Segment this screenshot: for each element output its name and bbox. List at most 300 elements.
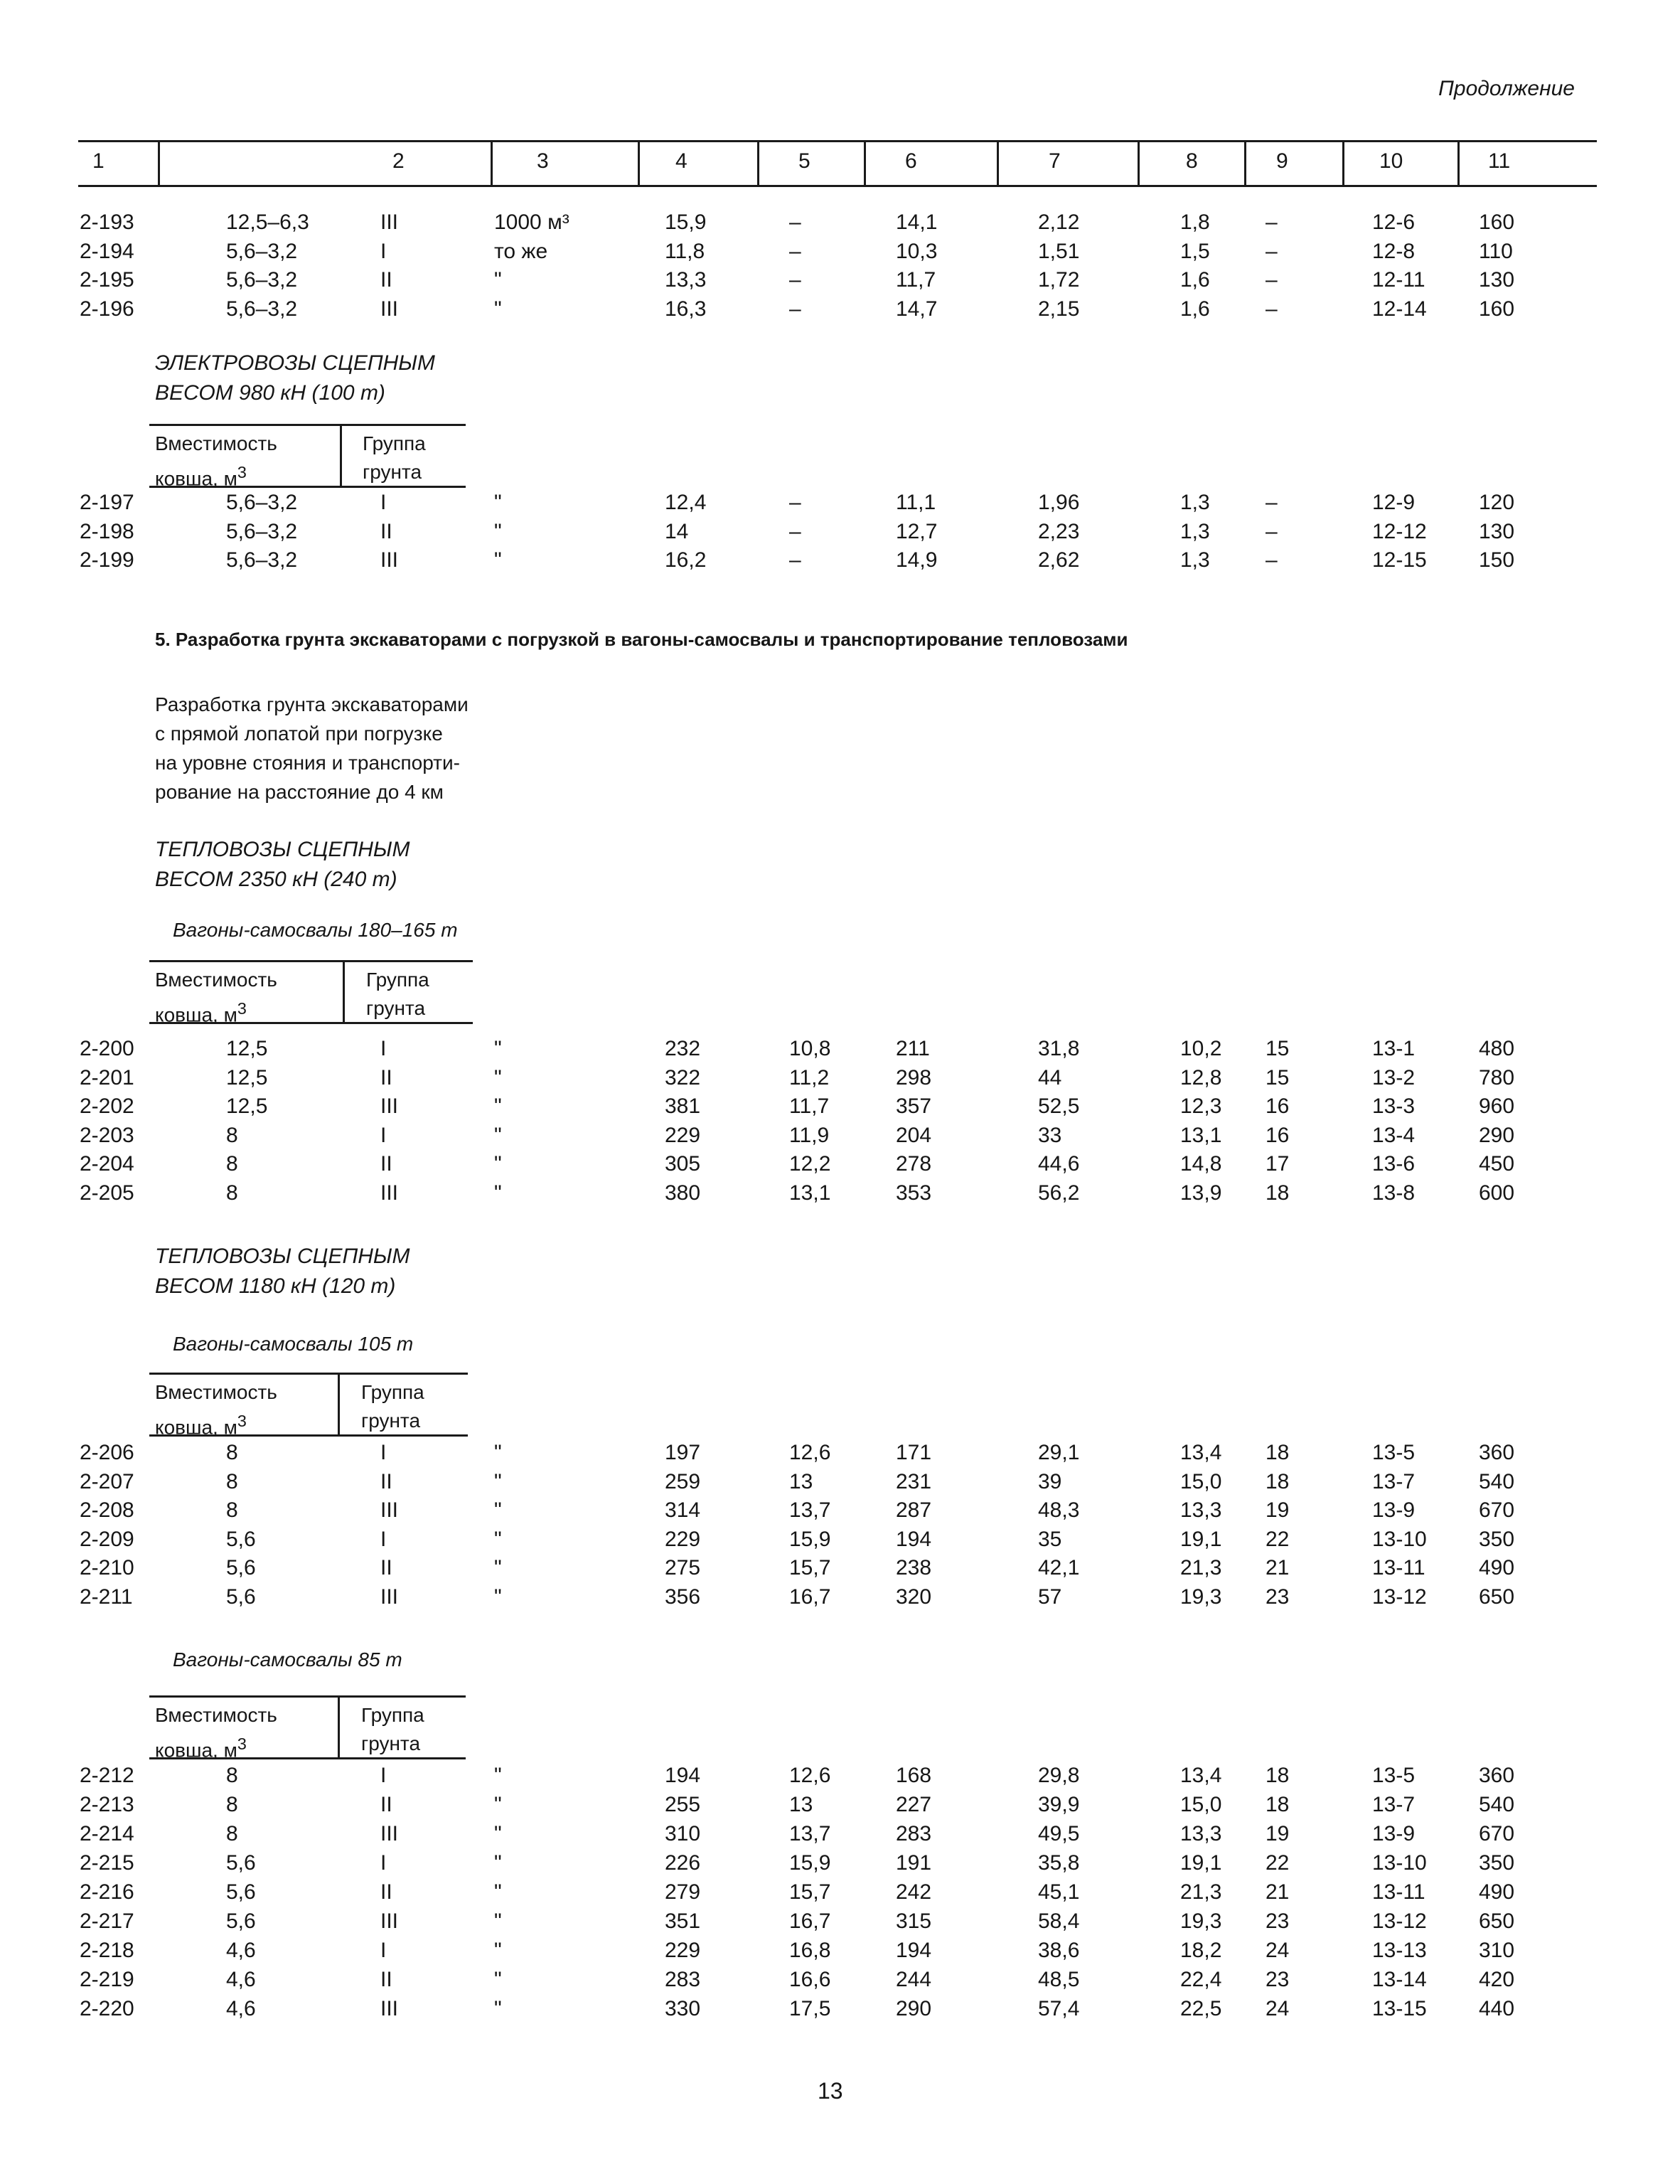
bucket-capacity: 12,5–6,3 bbox=[226, 211, 309, 234]
norm-reference: 12-9 bbox=[1372, 491, 1416, 514]
bucket-capacity: 5,6–3,2 bbox=[226, 519, 298, 543]
value-col6: 12,7 bbox=[896, 519, 938, 543]
bucket-capacity: 5,6 bbox=[226, 1527, 256, 1551]
bucket-capacity: 12,5 bbox=[226, 1065, 268, 1090]
value-col5: 16,6 bbox=[789, 1968, 831, 1991]
value-col8: 19,3 bbox=[1180, 1584, 1222, 1609]
row-code: 2-214 bbox=[80, 1822, 134, 1845]
value-col7: 33 bbox=[1038, 1123, 1062, 1147]
row-code: 2-213 bbox=[80, 1793, 134, 1816]
norm-reference: 13-3 bbox=[1372, 1094, 1416, 1118]
unit: " bbox=[494, 1909, 502, 1933]
value-col7: 44 bbox=[1038, 1065, 1062, 1090]
bucket-capacity: 5,6 bbox=[226, 1909, 256, 1933]
soil-group: III bbox=[380, 211, 399, 234]
header-divider bbox=[997, 141, 999, 186]
value-col7: 2,62 bbox=[1038, 548, 1080, 572]
value-col7: 48,5 bbox=[1038, 1968, 1080, 1991]
value-col5: – bbox=[789, 239, 801, 263]
value-col9: 16 bbox=[1266, 1094, 1290, 1118]
unit: " bbox=[494, 1181, 502, 1205]
table-row bbox=[0, 1470, 1680, 1498]
value-col7: 1,72 bbox=[1038, 268, 1080, 292]
value-col4: 229 bbox=[665, 1939, 701, 1962]
value-col4: 259 bbox=[665, 1469, 701, 1493]
table-row bbox=[0, 1822, 1680, 1850]
value-col5: 12,2 bbox=[789, 1152, 831, 1176]
value-col7: 44,6 bbox=[1038, 1152, 1080, 1176]
value-col6: 290 bbox=[896, 1997, 932, 2020]
bucket-capacity: 12,5 bbox=[226, 1094, 268, 1118]
header-divider bbox=[1138, 141, 1140, 186]
norm-reference: 13-4 bbox=[1372, 1123, 1416, 1147]
value-col7: 31,8 bbox=[1038, 1037, 1080, 1060]
value-col9: 22 bbox=[1266, 1851, 1290, 1875]
value-col5: – bbox=[789, 519, 801, 543]
table-row bbox=[0, 1037, 1680, 1065]
soil-group: I bbox=[380, 491, 387, 514]
value-col5: 15,7 bbox=[789, 1880, 831, 1904]
value-col6: 14,9 bbox=[896, 548, 938, 572]
value-col6: 10,3 bbox=[896, 239, 938, 263]
table-row bbox=[0, 211, 1680, 239]
value-col4: 322 bbox=[665, 1065, 701, 1090]
norm-reference: 13-12 bbox=[1372, 1584, 1427, 1609]
value-col4: 226 bbox=[665, 1851, 701, 1875]
norm-reference: 13-7 bbox=[1372, 1793, 1416, 1816]
section-title-line2: ВЕСОМ 1180 кН (120 т) bbox=[155, 1274, 396, 1298]
value-col4: 279 bbox=[665, 1880, 701, 1904]
table-row bbox=[0, 240, 1680, 268]
value-col7: 35,8 bbox=[1038, 1851, 1080, 1875]
row-code: 2-215 bbox=[80, 1851, 134, 1875]
row-code: 2-208 bbox=[80, 1498, 134, 1522]
value-col5: 15,9 bbox=[789, 1527, 831, 1551]
price-value: 150 bbox=[1479, 548, 1515, 572]
header-divider bbox=[1244, 141, 1246, 186]
bucket-capacity: 8 bbox=[226, 1152, 238, 1176]
row-code: 2-203 bbox=[80, 1123, 134, 1147]
price-value: 540 bbox=[1479, 1469, 1515, 1493]
norm-reference: 13-5 bbox=[1372, 1441, 1416, 1464]
header-divider bbox=[638, 141, 640, 186]
continuation-label: Продолжение bbox=[1438, 77, 1575, 100]
value-col9: 21 bbox=[1266, 1880, 1290, 1904]
value-col7: 1,96 bbox=[1038, 491, 1080, 514]
column-number-9: 9 bbox=[1276, 149, 1288, 173]
row-code: 2-198 bbox=[80, 519, 134, 543]
value-col7: 29,1 bbox=[1038, 1441, 1080, 1464]
unit: " bbox=[494, 1469, 502, 1493]
soil-group: I bbox=[380, 1037, 387, 1060]
value-col7: 2,12 bbox=[1038, 211, 1080, 234]
value-col4: 356 bbox=[665, 1584, 701, 1609]
column-number-3: 3 bbox=[537, 149, 549, 173]
row-code: 2-201 bbox=[80, 1065, 134, 1090]
table-row bbox=[0, 1997, 1680, 2025]
table-row bbox=[0, 1585, 1680, 1614]
norm-reference: 12-11 bbox=[1372, 268, 1425, 292]
price-value: 650 bbox=[1479, 1909, 1515, 1933]
soil-group: III bbox=[380, 1498, 399, 1522]
value-col9: 23 bbox=[1266, 1909, 1290, 1933]
value-col9: – bbox=[1266, 211, 1278, 234]
unit: " bbox=[494, 1764, 502, 1787]
unit: " bbox=[494, 1793, 502, 1816]
bucket-capacity: 8 bbox=[226, 1469, 238, 1493]
value-col8: 18,2 bbox=[1180, 1939, 1222, 1962]
row-code: 2-209 bbox=[80, 1527, 134, 1551]
price-value: 540 bbox=[1479, 1793, 1515, 1816]
row-code: 2-211 bbox=[80, 1584, 133, 1609]
value-col7: 2,23 bbox=[1038, 519, 1080, 543]
soil-group: II bbox=[380, 1065, 392, 1090]
value-col6: 242 bbox=[896, 1880, 932, 1904]
norm-reference: 13-6 bbox=[1372, 1152, 1416, 1176]
row-code: 2-205 bbox=[80, 1181, 134, 1205]
value-col5: 10,8 bbox=[789, 1037, 831, 1060]
bucket-capacity: 5,6–3,2 bbox=[226, 491, 298, 514]
column-number-7: 7 bbox=[1049, 149, 1061, 173]
price-value: 420 bbox=[1479, 1968, 1515, 1991]
value-col6: 320 bbox=[896, 1584, 932, 1609]
value-col4: 16,3 bbox=[665, 297, 707, 321]
table-row bbox=[0, 1880, 1680, 1909]
value-col6: 244 bbox=[896, 1968, 932, 1991]
value-col8: 22,4 bbox=[1180, 1968, 1222, 1991]
unit: " bbox=[494, 1822, 502, 1845]
value-col8: 1,3 bbox=[1180, 548, 1210, 572]
bucket-capacity: 5,6–3,2 bbox=[226, 239, 298, 263]
value-col6: 168 bbox=[896, 1764, 932, 1787]
value-col8: 1,6 bbox=[1180, 297, 1210, 321]
norm-reference: 13-10 bbox=[1372, 1851, 1427, 1875]
soil-group: I bbox=[380, 1527, 387, 1551]
row-code: 2-220 bbox=[80, 1997, 134, 2020]
norm-reference: 13-1 bbox=[1372, 1037, 1416, 1060]
table-row bbox=[0, 1556, 1680, 1584]
value-col8: 19,3 bbox=[1180, 1909, 1222, 1933]
value-col8: 13,9 bbox=[1180, 1181, 1222, 1205]
bucket-capacity: 5,6 bbox=[226, 1584, 256, 1609]
row-code: 2-199 bbox=[80, 548, 134, 572]
price-value: 350 bbox=[1479, 1851, 1515, 1875]
value-col5: 16,8 bbox=[789, 1939, 831, 1962]
value-col6: 298 bbox=[896, 1065, 932, 1090]
table-row bbox=[0, 1764, 1680, 1792]
value-col6: 231 bbox=[896, 1469, 932, 1493]
value-col7: 39,9 bbox=[1038, 1793, 1080, 1816]
header-bottom-rule bbox=[78, 185, 1597, 187]
value-col6: 194 bbox=[896, 1939, 932, 1962]
header-top-rule bbox=[78, 140, 1597, 142]
value-col9: 17 bbox=[1266, 1152, 1290, 1176]
row-code: 2-219 bbox=[80, 1968, 134, 1991]
value-col9: 15 bbox=[1266, 1065, 1290, 1090]
header-divider bbox=[864, 141, 866, 186]
value-col6: 283 bbox=[896, 1822, 932, 1845]
price-value: 440 bbox=[1479, 1997, 1515, 2020]
bucket-capacity: 8 bbox=[226, 1498, 238, 1522]
column-number-10: 10 bbox=[1379, 149, 1403, 173]
row-code: 2-204 bbox=[80, 1152, 134, 1176]
norm-reference: 13-14 bbox=[1372, 1968, 1427, 1991]
soil-group: III bbox=[380, 1094, 399, 1118]
value-col4: 197 bbox=[665, 1441, 701, 1464]
value-col5: 11,2 bbox=[789, 1065, 830, 1090]
value-col9: – bbox=[1266, 491, 1278, 514]
value-col5: – bbox=[789, 548, 801, 572]
value-col4: 15,9 bbox=[665, 211, 707, 234]
norm-reference: 13-13 bbox=[1372, 1939, 1427, 1962]
table-row bbox=[0, 1066, 1680, 1094]
price-value: 490 bbox=[1479, 1880, 1515, 1904]
value-col5: 12,6 bbox=[789, 1764, 831, 1787]
value-col9: – bbox=[1266, 297, 1278, 321]
value-col4: 305 bbox=[665, 1152, 701, 1176]
table-row bbox=[0, 297, 1680, 326]
price-value: 360 bbox=[1479, 1441, 1515, 1464]
row-code: 2-210 bbox=[80, 1556, 134, 1580]
price-value: 670 bbox=[1479, 1498, 1515, 1522]
column-number-4: 4 bbox=[675, 149, 687, 173]
table-row bbox=[0, 1152, 1680, 1181]
row-code: 2-193 bbox=[80, 211, 134, 234]
value-col4: 16,2 bbox=[665, 548, 707, 572]
unit: " bbox=[494, 1441, 502, 1464]
price-value: 160 bbox=[1479, 211, 1515, 234]
row-code: 2-218 bbox=[80, 1939, 134, 1962]
price-value: 960 bbox=[1479, 1094, 1515, 1118]
value-col9: 18 bbox=[1266, 1181, 1290, 1205]
unit: " bbox=[494, 519, 502, 543]
norm-reference: 13-5 bbox=[1372, 1764, 1416, 1787]
price-value: 480 bbox=[1479, 1037, 1515, 1060]
norm-reference: 12-12 bbox=[1372, 519, 1427, 543]
column-group-box: Вместимость ковша, $м^3$ Группа грунта bbox=[149, 1695, 466, 1759]
value-col7: 1,51 bbox=[1038, 239, 1080, 263]
row-code: 2-216 bbox=[80, 1880, 134, 1904]
value-col6: 238 bbox=[896, 1556, 932, 1580]
value-col9: – bbox=[1266, 239, 1278, 263]
value-col4: 14 bbox=[665, 519, 689, 543]
row-code: 2-194 bbox=[80, 239, 134, 263]
soil-group: III bbox=[380, 1181, 399, 1205]
section-5-description: Разработка грунта экскаваторами с прямой лопатой при погрузке на уровне стояния и транспорти- рование на расстояние до 4 км bbox=[155, 693, 469, 803]
value-col9: – bbox=[1266, 548, 1278, 572]
table-row bbox=[0, 1441, 1680, 1469]
price-value: 120 bbox=[1479, 491, 1515, 514]
soil-group: I bbox=[380, 239, 387, 263]
column-group-box: Вместимость ковша, $м^3$ Группа грунта bbox=[149, 1373, 468, 1437]
value-col6: 191 bbox=[896, 1851, 932, 1875]
section-title-line1: ЭЛЕКТРОВОЗЫ СЦЕПНЫМ bbox=[155, 351, 435, 375]
value-col8: 13,1 bbox=[1180, 1123, 1222, 1147]
price-value: 290 bbox=[1479, 1123, 1515, 1147]
norm-reference: 13-11 bbox=[1372, 1556, 1425, 1580]
value-col7: 48,3 bbox=[1038, 1498, 1080, 1522]
value-col8: 10,2 bbox=[1180, 1037, 1222, 1060]
row-code: 2-217 bbox=[80, 1909, 134, 1933]
price-value: 670 bbox=[1479, 1822, 1515, 1845]
value-col5: – bbox=[789, 491, 801, 514]
price-value: 600 bbox=[1479, 1181, 1515, 1205]
value-col8: 13,4 bbox=[1180, 1441, 1222, 1464]
value-col5: 13,1 bbox=[789, 1181, 831, 1205]
bucket-capacity: 5,6 bbox=[226, 1851, 256, 1875]
value-col5: 13,7 bbox=[789, 1822, 831, 1845]
value-col5: 13 bbox=[789, 1469, 813, 1493]
value-col4: 229 bbox=[665, 1527, 701, 1551]
column-number-11: 11 bbox=[1488, 149, 1511, 173]
unit: " bbox=[494, 1939, 502, 1962]
column-number-2: 2 bbox=[392, 149, 405, 173]
row-code: 2-206 bbox=[80, 1441, 134, 1464]
value-col7: 38,6 bbox=[1038, 1939, 1080, 1962]
table-row bbox=[0, 548, 1680, 577]
soil-group: II bbox=[380, 1793, 392, 1816]
value-col8: 15,0 bbox=[1180, 1469, 1222, 1493]
column-number-6: 6 bbox=[905, 149, 917, 173]
value-col6: 14,7 bbox=[896, 297, 938, 321]
value-col8: 14,8 bbox=[1180, 1152, 1222, 1176]
section-title-line1: ТЕПЛОВОЗЫ СЦЕПНЫМ bbox=[155, 838, 410, 861]
value-col6: 204 bbox=[896, 1123, 932, 1147]
table-row bbox=[0, 1181, 1680, 1210]
value-col8: 21,3 bbox=[1180, 1556, 1222, 1580]
value-col9: 15 bbox=[1266, 1037, 1290, 1060]
value-col6: 11,1 bbox=[896, 491, 936, 514]
price-value: 650 bbox=[1479, 1584, 1515, 1609]
unit: " bbox=[494, 1123, 502, 1147]
table-row bbox=[0, 1909, 1680, 1938]
value-col7: 49,5 bbox=[1038, 1822, 1080, 1845]
value-col6: 227 bbox=[896, 1793, 932, 1816]
value-col5: 16,7 bbox=[789, 1909, 831, 1933]
section-5-title: 5. Разработка грунта экскаваторами с погрузкой в вагоны-самосвалы и транспортирование тепловозами bbox=[155, 629, 1128, 650]
price-value: 450 bbox=[1479, 1152, 1515, 1176]
row-code: 2-207 bbox=[80, 1469, 134, 1493]
price-value: 160 bbox=[1479, 297, 1515, 321]
norm-reference: 13-9 bbox=[1372, 1498, 1416, 1522]
value-col8: 19,1 bbox=[1180, 1851, 1222, 1875]
norm-reference: 12-8 bbox=[1372, 239, 1416, 263]
value-col9: 23 bbox=[1266, 1584, 1290, 1609]
value-col8: 15,0 bbox=[1180, 1793, 1222, 1816]
value-col8: 1,3 bbox=[1180, 491, 1210, 514]
row-code: 2-200 bbox=[80, 1037, 134, 1060]
value-col9: 21 bbox=[1266, 1556, 1290, 1580]
price-value: 490 bbox=[1479, 1556, 1515, 1580]
row-code: 2-195 bbox=[80, 268, 134, 292]
unit: " bbox=[494, 1527, 502, 1551]
value-col4: 314 bbox=[665, 1498, 701, 1522]
unit: " bbox=[494, 1152, 502, 1176]
header-divider bbox=[1457, 141, 1460, 186]
norm-reference: 13-9 bbox=[1372, 1822, 1416, 1845]
norm-reference: 13-7 bbox=[1372, 1469, 1416, 1493]
norm-reference: 12-14 bbox=[1372, 297, 1427, 321]
row-code: 2-212 bbox=[80, 1764, 134, 1787]
table-row bbox=[0, 1939, 1680, 1967]
value-col4: 11,8 bbox=[665, 239, 705, 263]
value-col8: 13,3 bbox=[1180, 1822, 1222, 1845]
bucket-capacity: 8 bbox=[226, 1764, 238, 1787]
soil-group: III bbox=[380, 1822, 399, 1845]
value-col5: 11,7 bbox=[789, 1094, 830, 1118]
soil-group: I bbox=[380, 1939, 387, 1962]
price-value: 360 bbox=[1479, 1764, 1515, 1787]
value-col7: 45,1 bbox=[1038, 1880, 1080, 1904]
table-row bbox=[0, 1094, 1680, 1123]
table-row bbox=[0, 520, 1680, 548]
unit: " bbox=[494, 268, 502, 292]
price-value: 110 bbox=[1479, 239, 1513, 263]
price-value: 130 bbox=[1479, 519, 1515, 543]
value-col6: 11,7 bbox=[896, 268, 936, 292]
table-row bbox=[0, 1498, 1680, 1527]
norm-reference: 13-10 bbox=[1372, 1527, 1427, 1551]
bucket-capacity: 5,6–3,2 bbox=[226, 297, 298, 321]
section-title-line1: ТЕПЛОВОЗЫ СЦЕПНЫМ bbox=[155, 1245, 410, 1268]
value-col7: 35 bbox=[1038, 1527, 1062, 1551]
table-row bbox=[0, 1793, 1680, 1821]
unit: " bbox=[494, 1037, 502, 1060]
subsection-title: Вагоны-самосвалы 105 т bbox=[173, 1333, 414, 1355]
bucket-capacity: 5,6 bbox=[226, 1556, 256, 1580]
soil-group: III bbox=[380, 1997, 399, 2020]
page-number: 13 bbox=[818, 2078, 843, 2104]
value-col6: 287 bbox=[896, 1498, 932, 1522]
value-col9: – bbox=[1266, 268, 1278, 292]
value-col8: 1,3 bbox=[1180, 519, 1210, 543]
column-group-box: Вместимость ковша, $м^3$ Группа грунта bbox=[149, 424, 466, 488]
soil-group: I bbox=[380, 1851, 387, 1875]
soil-group: II bbox=[380, 1152, 392, 1176]
unit: " bbox=[494, 1065, 502, 1090]
value-col8: 12,8 bbox=[1180, 1065, 1222, 1090]
table-row bbox=[0, 1528, 1680, 1556]
value-col4: 194 bbox=[665, 1764, 701, 1787]
norm-reference: 13-11 bbox=[1372, 1880, 1425, 1904]
section-title-line2: ВЕСОМ 2350 кН (240 т) bbox=[155, 868, 397, 891]
value-col4: 13,3 bbox=[665, 268, 707, 292]
bucket-capacity: 5,6–3,2 bbox=[226, 548, 298, 572]
bucket-capacity: 4,6 bbox=[226, 1939, 256, 1962]
value-col8: 1,6 bbox=[1180, 268, 1210, 292]
value-col4: 351 bbox=[665, 1909, 701, 1933]
value-col8: 1,8 bbox=[1180, 211, 1210, 234]
table-row bbox=[0, 268, 1680, 297]
value-col8: 13,3 bbox=[1180, 1498, 1222, 1522]
soil-group: III bbox=[380, 297, 399, 321]
table-row bbox=[0, 1124, 1680, 1152]
value-col5: 13,7 bbox=[789, 1498, 831, 1522]
value-col6: 211 bbox=[896, 1037, 930, 1060]
unit: " bbox=[494, 1498, 502, 1522]
value-col5: 12,6 bbox=[789, 1441, 831, 1464]
bucket-capacity: 12,5 bbox=[226, 1037, 268, 1060]
header-divider bbox=[1342, 141, 1344, 186]
bucket-capacity: 5,6 bbox=[226, 1880, 256, 1904]
value-col9: 24 bbox=[1266, 1997, 1290, 2020]
unit: " bbox=[494, 1968, 502, 1991]
value-col4: 12,4 bbox=[665, 491, 707, 514]
value-col7: 29,8 bbox=[1038, 1764, 1080, 1787]
norm-reference: 13-12 bbox=[1372, 1909, 1427, 1933]
value-col4: 330 bbox=[665, 1997, 701, 2020]
price-value: 350 bbox=[1479, 1527, 1515, 1551]
